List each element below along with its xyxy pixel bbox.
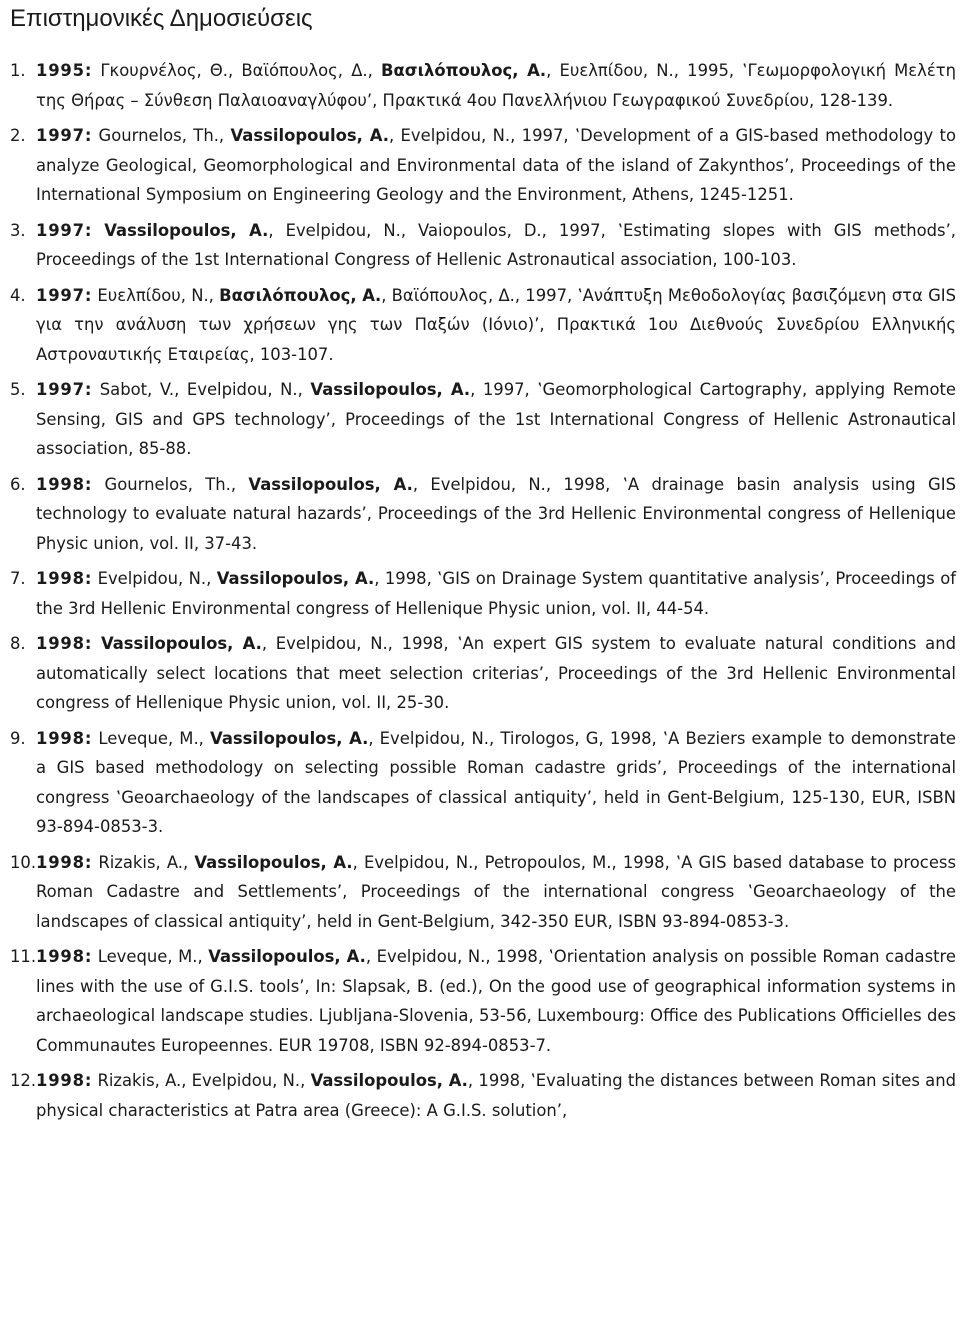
entry-year: 1995: [36, 61, 93, 80]
citation-text: Evelpidou, N., [92, 569, 217, 588]
publication-entry [10, 848, 956, 937]
citation-text: Γκουρνέλος, Θ., Βαϊόπουλος, Δ., [92, 61, 382, 80]
citation-text: Gournelos, Th., [92, 474, 249, 494]
entry-number: 9. [10, 728, 26, 748]
entry-year: 1998: [36, 634, 93, 653]
highlighted-author: Vassilopoulos, A. [210, 728, 369, 748]
citation-text [92, 221, 104, 240]
entry-year: 1998: [36, 947, 93, 966]
publication-list [10, 56, 956, 1125]
publication-entry [10, 56, 956, 115]
entry-number: 12. [10, 1071, 37, 1090]
citation-text: Gournelos, Th., [92, 126, 231, 145]
publication-entry [10, 629, 956, 718]
highlighted-author: Vassilopoulos, A. [208, 947, 366, 966]
page-title: Επιστημονικές Δημοσιεύσεις [10, 5, 313, 32]
highlighted-author: Vassilopoulos, A. [100, 634, 262, 653]
entry-number: 2. [10, 126, 26, 145]
entry-year: 1998: [36, 474, 93, 494]
highlighted-author: Vassilopoulos, A. [230, 126, 389, 145]
citation-text: Leveque, M., [92, 728, 211, 748]
citation-text: Leveque, M., [92, 947, 209, 966]
publication-entry [10, 216, 956, 275]
publication-entry [10, 1066, 956, 1125]
citation-text: , Evelpidou, N., Tirologos, G, 1998, ‛A Beziers example to demonstrate a GIS based methodology on selecting possible Roman cadastre grids’, Proceedings of the international congress ‛Geoarchaeology of the landscapes of classical antiquity’, held in Gent-Belgium, 125-130, EUR, ISBN 93-894-0853-3. [36, 728, 956, 836]
highlighted-author: Vassilopoulos, A. [216, 569, 375, 588]
entry-year: 1997: [36, 220, 93, 240]
citation-text: , Evelpidou, N., Vaiopoulos, D., 1997, ‛Estimating slopes with GIS methods’, Proceedings of the 1st International Congress of Hellenic Astronautical association, 100-103. [36, 220, 956, 269]
citation-text: , Ευελπίδου, Ν., 1995, ‛Γεωμορφολογική Μελέτη της Θήρας – Σύνθεση Παλαιοαναγλύφου’, Πρακτικά 4ου Πανελλήνιου Γεωγραφικού Συνεδρίου, 128-139. [36, 61, 956, 110]
citation-text: , 1998, ‛Evaluating the distances between Roman sites and physical characteristics at Patra area (Greece): A G.I.S. solution’, [36, 1071, 956, 1120]
highlighted-author: Vassilopoulos, A. [310, 1071, 468, 1090]
citation-text: Rizakis, A., Evelpidou, N., [92, 1071, 311, 1090]
publication-entry [10, 724, 956, 842]
entry-number: 1. [10, 61, 26, 80]
entry-number: 11. [10, 947, 37, 966]
publication-entry [10, 281, 956, 370]
citation-text: , 1997, ‛Geomorphological Cartography, applying Remote Sensing, GIS and GPS technology’, Proceedings of the 1st International Congress of Hellenic Astronautical association, 85-88. [36, 380, 956, 458]
highlighted-author: Βασιλόπουλος, Α. [219, 285, 382, 305]
entry-year: 1997: [36, 285, 93, 305]
publication-entry [10, 470, 956, 559]
highlighted-author: Vassilopoulos, A. [310, 380, 471, 399]
citation-text: Sabot, V., Evelpidou, N., [92, 380, 311, 399]
entry-year: 1998: [36, 852, 93, 872]
citation-text: , Evelpidou, N., 1998, ‛Orientation analysis on possible Roman cadastre lines with the use of G.I.S. tools’, In: Slapsak, B. (ed.), On the good use of geographical information systems in archaeological landscape studies. Ljubljana-Slovenia, 53-56, Luxembourg: Office des Publications Officielles des Communautes Europeennes. EUR 19708, ISBN 92-894-0853-7. [36, 947, 956, 1055]
citation-text: , Βαϊόπουλος, Δ., 1997, ‛Ανάπτυξη Μεθοδολογίας βασιζόμενη στα GIS για την ανάλυση των χρήσεων γης των Παξών (Ιόνιο)’, Πρακτικά 1ου Διεθνούς Συνεδρίου Ελληνικής Αστροναυτικής Εταιρείας, 103-107. [36, 285, 957, 364]
citation-text: , Evelpidou, N., 1997, ‛Development of a GIS-based methodology to analyze Geological, Geomorphological and Environmental data of the island of Zakynthos’, Proceedings of the International Symposium on Engineering Geology and the Environment, Athens, 1245-1251. [36, 126, 956, 204]
entry-number: 7. [10, 569, 26, 588]
entry-year: 1998: [36, 728, 93, 748]
citation-text: , 1998, ‛GIS on Drainage System quantitative analysis’, Proceedings of the 3rd Hellenic Environmental congress of Hellenique Physic union, vol. II, 44-54. [36, 569, 956, 618]
entry-year: 1998: [36, 569, 93, 588]
highlighted-author: Vassilopoulos, A. [194, 852, 353, 872]
citation-text: , Evelpidou, N., 1998, ‛An expert GIS system to evaluate natural conditions and automatically select locations that meet selection criterias’, Proceedings of the 3rd Hellenic Environmental congress of Hellenique Physic union, vol. II, 25-30. [36, 634, 957, 712]
entry-number: 6. [10, 474, 26, 494]
entry-number: 4. [10, 285, 26, 305]
highlighted-author: Vassilopoulos, A. [248, 474, 413, 494]
citation-text: Ευελπίδου, Ν., [92, 285, 220, 305]
entry-number: 8. [10, 634, 26, 653]
citation-text: , Evelpidou, N., Petropoulos, M., 1998, ‛A GIS based database to process Roman Cadastre and Settlements’, Proceedings of the international congress ‛Geoarchaeology of the landscapes of classical antiquity’, held in Gent-Belgium, 342-350 EUR, ISBN 93-894-0853-3. [36, 852, 956, 931]
highlighted-author: Βασιλόπουλος, Α. [381, 61, 547, 80]
publication-entry [10, 942, 956, 1060]
citation-text [92, 634, 101, 653]
entry-number: 5. [10, 380, 26, 399]
highlighted-author: Vassilopoulos, A. [104, 220, 269, 240]
entry-number: 3. [10, 220, 26, 240]
entry-year: 1997: [36, 380, 93, 399]
publication-entry [10, 375, 956, 464]
publication-entry [10, 564, 956, 623]
citation-text: , Evelpidou, N., 1998, ‛A drainage basin analysis using GIS technology to evaluate natural hazards’, Proceedings of the 3rd Hellenic Environmental congress of Hellenique Physic union, vol. II, 37-43. [36, 474, 956, 553]
publication-entry [10, 121, 956, 210]
entry-year: 1997: [36, 126, 93, 145]
citation-text: Rizakis, A., [92, 852, 195, 872]
entry-number: 10. [10, 852, 37, 872]
entry-year: 1998: [36, 1071, 93, 1090]
